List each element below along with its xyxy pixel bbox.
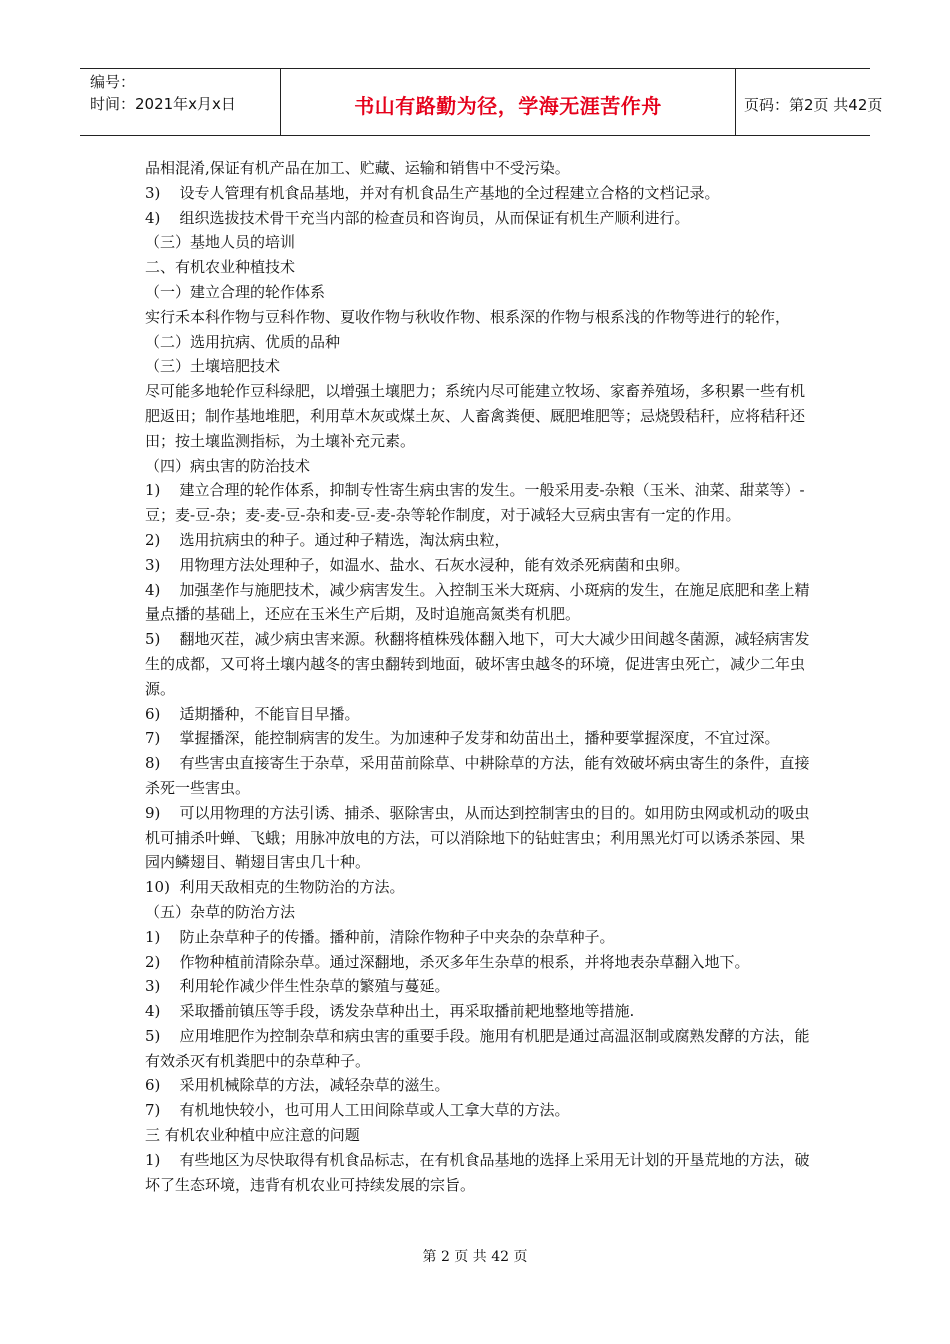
list-item: 3) 利用轮作减少伴生性杂草的繁殖与蔓延。 — [145, 977, 450, 996]
list-item: 6) 适期播种，不能盲目早播。 — [145, 704, 360, 723]
header-page-cell — [736, 69, 883, 135]
header-motto-cell — [280, 69, 736, 135]
list-item: 3) 用物理方法处理种子，如温水、盐水、石灰水浸种，能有效杀死病菌和虫卵。 — [145, 555, 690, 574]
paragraph: 品相混淆,保证有机产品在加工、贮藏、运输和销售中不受污染。 — [145, 159, 570, 177]
list-item: 5) 应用堆肥作为控制杂草和病虫害的重要手段。施用有机肥是通过高温沤制或腐熟发酵的方法，能有效杀灭有机粪肥中的杂草种子。 — [145, 1026, 810, 1070]
paragraph: 3) 设专人管理有机食品基地，并对有机食品生产基地的全过程建立合格的文档记录。 — [145, 183, 720, 202]
list-item: 4) 采取播前镇压等手段，诱发杂草种出土，再采取播前耙地整地等措施. — [145, 1002, 635, 1021]
paragraph: 4) 组织选拔技术骨干充当内部的检查员和咨询员，从而保证有机生产顺利进行。 — [145, 208, 690, 227]
list-item: 8) 有些害虫直接寄生于杂草，采用苗前除草、中耕除草的方法，能有效破坏病虫寄生的条件，直接杀死一些害虫。 — [145, 754, 810, 797]
list-item: 1) 防止杂草种子的传播。播种前，清除作物种子中夹杂的杂草种子。 — [145, 927, 615, 946]
header-motto: 书山有路勤为径，学海无涯苦作舟 — [354, 94, 662, 118]
list-item: 1) 建立合理的轮作体系，抑制专性寄生病虫害的发生。一般采用麦-杂粮（玉米、油菜、甜菜等）-豆；麦-豆-杂；麦-麦-豆-杂和麦-豆-麦-杂等轮作制度，对于减轻大豆病虫害有一定的作用。 — [145, 481, 805, 525]
document-body — [145, 156, 815, 1197]
list-item: 7) 有机地快较小，也可用人工田间除草或人工拿大草的方法。 — [145, 1101, 570, 1120]
list-item: 4) 加强垄作与施肥技术，减少病害发生。入控制玉米大斑病、小斑病的发生，在施足底肥和垄上精量点播的基础上，还应在玉米生产后期，及时追施高氮类有机肥。 — [145, 580, 810, 624]
list-item: 2) 选用抗病虫的种子。通过种子精选，淘汰病虫粒， — [145, 530, 510, 549]
section-heading: （五）杂草的防治方法 — [145, 902, 296, 921]
section-heading: （三）土壤培肥技术 — [145, 357, 281, 376]
paragraph: 尽可能多地轮作豆科绿肥，以增强土壤肥力；系统内尽可能建立牧场、家畜养殖场，多积累一些有机肥返田；制作基地堆肥，利用草木灰或煤土灰、人畜禽粪便、厩肥堆肥等；忌烧毁秸秆，应将秸秆还田；按土壤监测指标，为土壤补充元素。 — [145, 382, 806, 450]
list-item: 9) 可以用物理的方法引诱、捕杀、驱除害虫，从而达到控制害虫的目的。如用防虫网或机动的吸虫机可捕杀叶蝉、飞蛾；用脉冲放电的方法，可以消除地下的钻蛀害虫；利用黑光灯可以诱杀茶园、果园内鳞翅目、鞘翅目害虫几十种。 — [145, 803, 810, 872]
list-item: 7) 掌握播深，能控制病害的发生。为加速种子发芽和幼苗出土，播种要掌握深度，不宜过深。 — [145, 729, 780, 748]
list-item: 2) 作物种植前清除杂草。通过深翻地，杀灭多年生杂草的根系，并将地表杂草翻入地下。 — [145, 952, 750, 971]
document-number-label: 编号： — [90, 73, 136, 91]
section-heading: 三 有机农业种植中应注意的问题 — [145, 1126, 360, 1145]
page-footer: 第 2 页 共 42 页 — [422, 1249, 528, 1265]
list-item: 10) 利用天敌相克的生物防治的方法。 — [145, 878, 405, 897]
header-meta — [80, 69, 280, 135]
section-heading: （三）基地人员的培训 — [145, 233, 296, 252]
section-heading: 二、有机农业种植技术 — [145, 258, 296, 277]
section-heading: （一）建立合理的轮作体系 — [145, 282, 326, 301]
header-page-info: 页码：第2页 共42页 — [744, 96, 883, 114]
paragraph: 实行禾本科作物与豆科作物、夏收作物与秋收作物、根系深的作物与根系浅的作物等进行的轮作， — [145, 307, 791, 326]
document-date-label: 时间：2021年x月x日 — [90, 95, 236, 113]
list-item: 6) 采用机械除草的方法，减轻杂草的滋生。 — [145, 1076, 450, 1095]
document-header — [80, 68, 883, 136]
section-heading: （四）病虫害的防治技术 — [145, 456, 311, 475]
list-item: 1) 有些地区为尽快取得有机食品标志，在有机食品基地的选择上采用无计划的开垦荒地的方法，破坏了生态环境，违背有机农业可持续发展的宗旨。 — [145, 1150, 810, 1194]
list-item: 5) 翻地灭茬，减少病虫害来源。秋翻将植株残体翻入地下，可大大减少田间越冬菌源，减轻病害发生的成都，又可将土壤内越冬的害虫翻转到地面，破坏害虫越冬的环境，促进害虫死亡，减少二年虫源。 — [145, 630, 810, 698]
section-heading: （二）选用抗病、优质的品种 — [145, 332, 341, 351]
